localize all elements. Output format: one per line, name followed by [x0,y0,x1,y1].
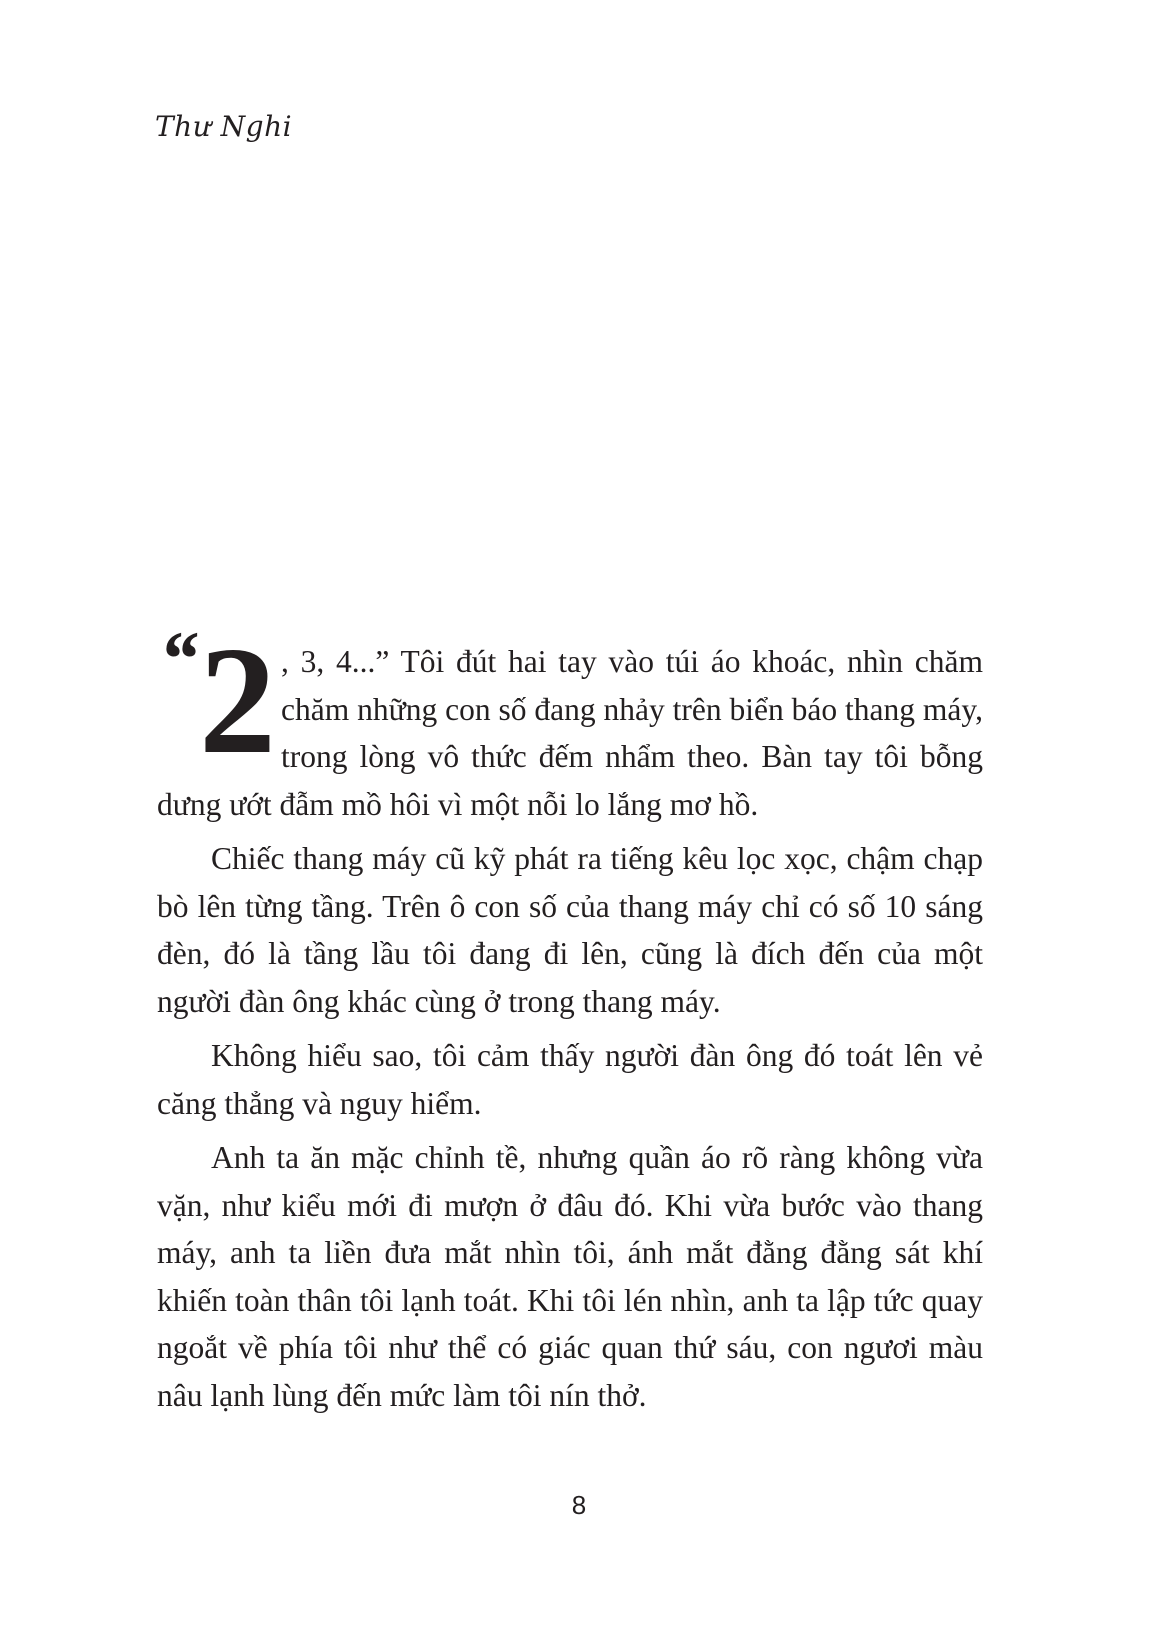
drop-cap: 2 [199,616,276,786]
running-head: Thư Nghi [155,110,293,143]
paragraph-1 [157,615,983,828]
paragraph-4: Anh ta ăn mặc chỉnh tề, nhưng quần áo rõ ràng không vừa vặn, như kiểu mới đi mượn ở đâu đó. Khi vừa bước vào thang máy, anh ta liền đưa mắt nhìn tôi, ánh mắt đằng đằng sát khí khiến toàn thân tôi lạnh toát. Khi tôi lén nhìn, anh ta lập tức quay ngoắt về phía tôi như thể có giác quan thứ sáu, con ngươi màu nâu lạnh lùng đến mức làm tôi nín thở. [157,1140,983,1413]
page-number: 8 [571,1490,587,1520]
paragraph-2: Chiếc thang máy cũ kỹ phát ra tiếng kêu lọc xọc, chậm chạp bò lên từng tầng. Trên ô con số của thang máy chỉ có số 10 sáng đèn, đó là tầng lầu tôi đang đi lên, cũng là đích đến của một người đàn ông khác cùng ở trong thang máy. [157,841,983,1019]
paragraph-3: Không hiểu sao, tôi cảm thấy người đàn ông đó toát lên vẻ căng thẳng và nguy hiểm. [157,1038,983,1121]
opening-quote-mark: “ [159,615,198,702]
drop-cap-block [157,615,276,786]
chapter-body [157,615,983,1419]
paragraph-1-text: , 3, 4...” Tôi đút hai tay vào túi áo khoác, nhìn chăm chăm những con số đang nhảy trên biển báo thang máy, trong lòng vô thức đếm nhẩm theo. Bàn tay tôi bỗng dưng ướt đẫm mồ hôi vì một nỗi lo lắng mơ hồ. [157,644,983,822]
